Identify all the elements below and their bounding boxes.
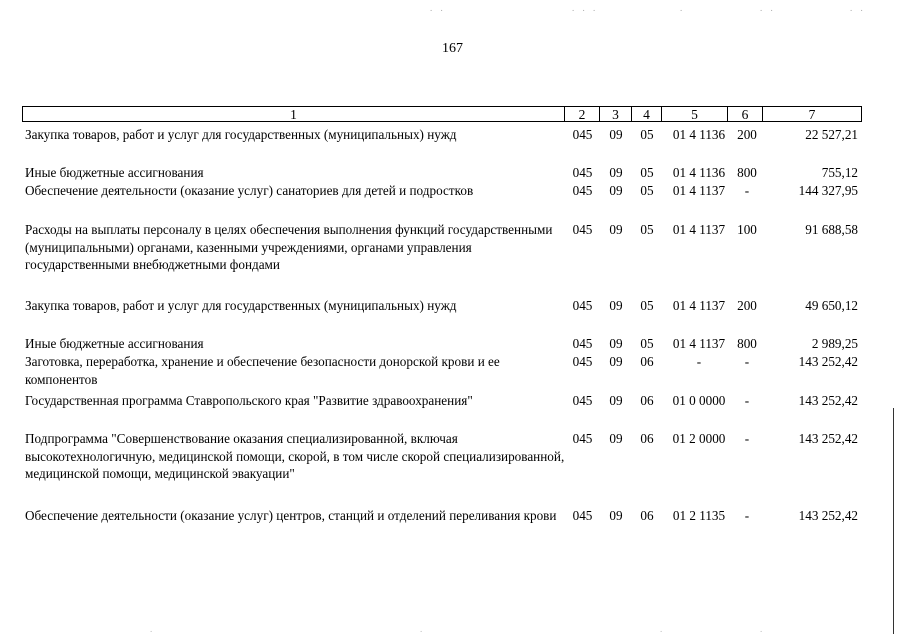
- row-description: Закупка товаров, работ и услуг для государственных (муниципальных) нужд: [25, 298, 457, 313]
- cell-col-7: 144 327,95: [798, 183, 858, 198]
- cell-col-6: -: [744, 431, 750, 446]
- scan-dots: . . .: [572, 3, 599, 13]
- cell-col-7: 49 650,12: [805, 298, 858, 313]
- cell-col-4: 05: [640, 165, 654, 180]
- cell-col-4: 06: [640, 393, 654, 408]
- cell-col-3: 09: [609, 165, 623, 180]
- cell-col-4: 05: [640, 336, 654, 351]
- scan-edge-line: [893, 408, 894, 634]
- cell-col-5: 01 4 1137: [672, 222, 726, 237]
- row-description: Обеспечение деятельности (оказание услуг) санаториев для детей и подростков: [25, 183, 474, 198]
- cell-col-7: 2 989,25: [811, 336, 858, 351]
- column-header-4: 4: [632, 107, 662, 121]
- cell-col-5: 01 4 1137: [672, 298, 726, 313]
- cell-col-7: 143 252,42: [798, 393, 858, 408]
- cell-col-6: -: [744, 354, 750, 369]
- row-description: Обеспечение деятельности (оказание услуг) центров, станций и отделений переливания крови: [25, 508, 557, 523]
- row-description: Государственная программа Ставропольского края "Развитие здравоохранения": [25, 393, 473, 408]
- scan-dots: .: [760, 624, 766, 634]
- cell-col-5: 01 4 1137: [672, 336, 726, 351]
- cell-col-4: 06: [640, 508, 654, 523]
- cell-col-3: 09: [609, 393, 623, 408]
- cell-col-6: 800: [737, 336, 757, 351]
- scan-dots: .: [420, 624, 426, 634]
- table-header: [22, 106, 862, 122]
- cell-col-2: 045: [572, 393, 593, 408]
- cell-col-7: 143 252,42: [798, 431, 858, 446]
- cell-col-5: -: [696, 354, 702, 369]
- cell-col-4: 05: [640, 127, 654, 142]
- scan-dots: . .: [430, 3, 446, 13]
- cell-col-2: 045: [572, 298, 593, 313]
- cell-col-6: 800: [737, 165, 757, 180]
- column-header-3: 3: [600, 107, 632, 121]
- cell-col-4: 06: [640, 354, 654, 369]
- scan-dots: .: [680, 3, 686, 13]
- cell-col-5: 01 4 1136: [672, 165, 726, 180]
- cell-col-4: 05: [640, 222, 654, 237]
- column-header-7: 7: [808, 107, 816, 122]
- cell-col-5: 01 4 1136: [672, 127, 726, 142]
- cell-col-6: 100: [737, 222, 757, 237]
- cell-col-6: -: [744, 183, 750, 198]
- cell-col-4: 06: [640, 431, 654, 446]
- cell-col-7: 143 252,42: [798, 354, 858, 369]
- cell-col-5: 01 2 0000: [672, 431, 726, 446]
- cell-col-2: 045: [572, 127, 593, 142]
- row-description: Расходы на выплаты персоналу в целях обеспечения выполнения функций государственными (муниципальными) органами, казенными учреждениями, органами управления государственными внебюджетными фондами: [25, 222, 553, 273]
- page-number: 167: [442, 41, 463, 56]
- row-description: Иные бюджетные ассигнования: [25, 336, 204, 351]
- cell-col-2: 045: [572, 165, 593, 180]
- column-header-1: 1: [23, 107, 565, 121]
- row-description: Закупка товаров, работ и услуг для государственных (муниципальных) нужд: [25, 127, 457, 142]
- cell-col-6: 200: [737, 298, 757, 313]
- cell-col-6: -: [744, 508, 750, 523]
- row-description: Иные бюджетные ассигнования: [25, 165, 204, 180]
- cell-col-3: 09: [609, 354, 623, 369]
- cell-col-2: 045: [572, 183, 593, 198]
- cell-col-7: 22 527,21: [805, 127, 858, 142]
- cell-col-3: 09: [609, 127, 623, 142]
- cell-col-4: 05: [640, 298, 654, 313]
- row-description: Заготовка, переработка, хранение и обеспечение безопасности донорской крови и ее компонентов: [25, 354, 500, 387]
- cell-col-7: 755,12: [821, 165, 858, 180]
- cell-col-3: 09: [609, 431, 623, 446]
- cell-col-7: 143 252,42: [798, 508, 858, 523]
- cell-col-5: 01 2 1135: [672, 508, 726, 523]
- cell-col-2: 045: [572, 431, 593, 446]
- scan-dots: . .: [850, 3, 866, 13]
- cell-col-3: 09: [609, 508, 623, 523]
- cell-col-3: 09: [609, 336, 623, 351]
- cell-col-6: -: [744, 393, 750, 408]
- row-description: Подпрограмма "Совершенствование оказания специализированной, включая высокотехнологичную, медицинской помощи, скорой, в том числе скорой специализированной, медицинской помощи, медицинской эвакуации": [25, 431, 565, 482]
- column-header-6: 6: [728, 107, 763, 121]
- cell-col-4: 05: [640, 183, 654, 198]
- cell-col-2: 045: [572, 222, 593, 237]
- cell-col-3: 09: [609, 298, 623, 313]
- cell-col-2: 045: [572, 336, 593, 351]
- cell-col-5: 01 0 0000: [672, 393, 726, 408]
- cell-col-5: 01 4 1137: [672, 183, 726, 198]
- cell-col-2: 045: [572, 508, 593, 523]
- cell-col-2: 045: [572, 354, 593, 369]
- scan-dots: .: [150, 624, 156, 634]
- column-header-2: 2: [565, 107, 600, 121]
- cell-col-3: 09: [609, 222, 623, 237]
- scan-dots: .: [660, 624, 666, 634]
- column-header-5: 5: [662, 107, 728, 121]
- scan-dots: . .: [760, 3, 776, 13]
- cell-col-6: 200: [737, 127, 757, 142]
- cell-col-3: 09: [609, 183, 623, 198]
- cell-col-7: 91 688,58: [805, 222, 858, 237]
